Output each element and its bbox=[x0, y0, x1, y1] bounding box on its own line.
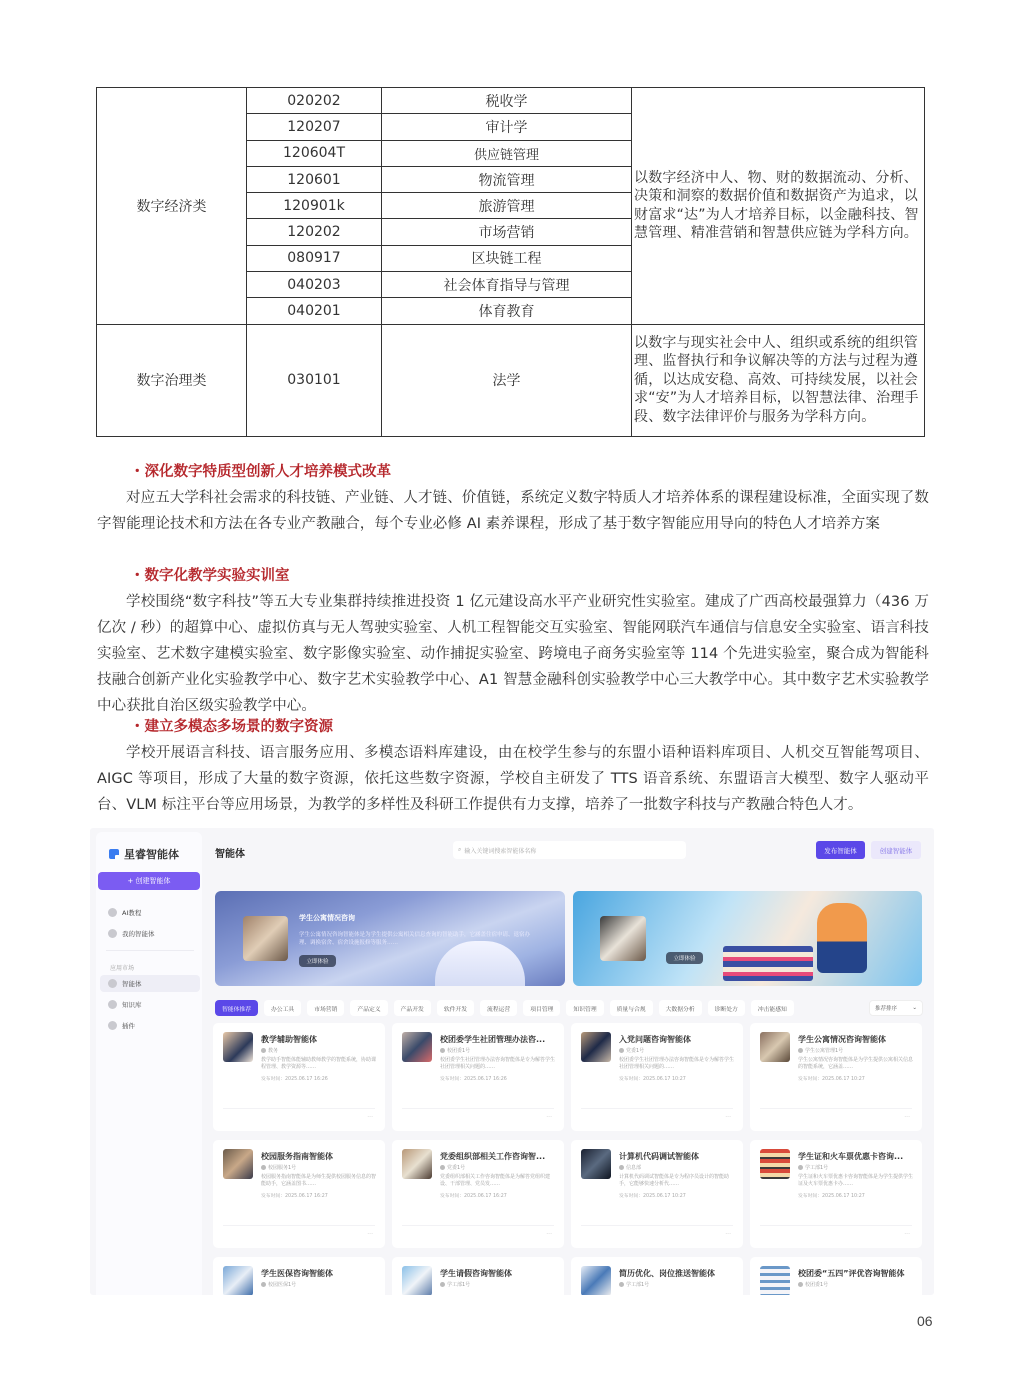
agent-card[interactable] bbox=[571, 1023, 743, 1131]
agent-publish-time: 发布时间：2025.06.17 16:27 bbox=[261, 1194, 328, 1199]
agent-thumbnail bbox=[402, 1149, 432, 1179]
agent-title: 校园服务指南智能体 bbox=[261, 1152, 333, 1161]
section-title: ・深化数字特质型创新人才培养模式改革 bbox=[130, 464, 391, 480]
agent-author: 党委1号 bbox=[619, 1047, 644, 1054]
major-name: 法学 bbox=[382, 324, 632, 436]
banner-dorm-consult[interactable] bbox=[215, 891, 565, 986]
agent-description: 党委组织部相关工作咨询智能体是为解答党组织建设、干部管理、党员发…… bbox=[440, 1174, 551, 1187]
major-code: 120207 bbox=[247, 114, 382, 140]
agent-thumbnail bbox=[223, 1266, 253, 1295]
chevron-down-icon: ⌄ bbox=[912, 1005, 917, 1011]
more-icon[interactable]: ··· bbox=[904, 1231, 910, 1238]
agent-author: 学生公寓管理1号 bbox=[798, 1047, 843, 1054]
agent-card[interactable] bbox=[213, 1140, 385, 1248]
agent-title: 计算机代码调试智能体 bbox=[619, 1152, 699, 1161]
agent-description: 学生公寓情况咨询智能体是为学生提供公寓相关信息的智能系统，它涵盖…… bbox=[798, 1057, 914, 1070]
major-name: 区块链工程 bbox=[382, 245, 632, 271]
agent-thumbnail bbox=[760, 1032, 790, 1062]
agent-publish-time: 发布时间：2025.06.17 16:27 bbox=[440, 1194, 507, 1199]
agent-author: 教务 bbox=[261, 1047, 278, 1054]
agent-card[interactable] bbox=[750, 1023, 922, 1131]
agent-publish-time: 发布时间：2025.06.17 16:26 bbox=[440, 1077, 507, 1082]
agent-thumbnail bbox=[760, 1149, 790, 1179]
tab-knowledge-management[interactable]: 知识管理 bbox=[566, 1000, 603, 1016]
banner-description: 学生公寓情况咨询智能体是为学生提供公寓相关信息查询的智能助手，它涵盖住宿申请、退宿办理、调换宿舍、宿舍设施报修等服务…… bbox=[299, 932, 531, 946]
section-body: 学校开展语言科技、语言服务应用、多模态语料库建设，由在校学生参与的东盟小语种语料库项目、人机交互智能驾项目、AIGC 等项目，形成了大量的数字资源，依托这些数字资源，学校自主研发了 TTS 语音系统、东盟语言大模型、数字人驱动平台、VLM 标注平台等应用场景，为教学的多样性及科研工作提供有力支撑，培养了一批数字科技与产教融合特色人才。 bbox=[97, 745, 929, 813]
more-icon[interactable]: ··· bbox=[904, 1114, 910, 1121]
agent-thumbnail bbox=[223, 1149, 253, 1179]
search-input[interactable] bbox=[453, 841, 686, 859]
agent-card[interactable] bbox=[392, 1023, 564, 1131]
tab-marketing[interactable]: 市场营销 bbox=[307, 1000, 344, 1016]
divider bbox=[402, 1108, 554, 1109]
agent-description: 教学助手智能体能辅助教师教学的智能系统，协助课程管理、教学资源等…… bbox=[261, 1057, 377, 1070]
major-code: 040201 bbox=[247, 298, 382, 324]
agent-thumbnail bbox=[223, 1032, 253, 1062]
major-code: 020202 bbox=[247, 88, 382, 114]
agent-card[interactable] bbox=[392, 1140, 564, 1248]
agent-thumbnail bbox=[402, 1032, 432, 1062]
tab-project-management[interactable]: 项目管理 bbox=[523, 1000, 560, 1016]
section-talent-model bbox=[97, 459, 929, 537]
sidebar-group-label: 应用市场 bbox=[110, 965, 135, 972]
sidebar-item-knowledge-base[interactable] bbox=[100, 996, 200, 1013]
agent-author: 校团委1号 bbox=[440, 1047, 470, 1054]
agent-card[interactable] bbox=[571, 1257, 743, 1295]
agent-title: 学生公寓情况咨询智能体 bbox=[798, 1035, 886, 1044]
agent-publish-time: 发布时间：2025.06.17 16:26 bbox=[261, 1077, 328, 1082]
agent-card[interactable] bbox=[213, 1257, 385, 1295]
more-icon[interactable]: ··· bbox=[367, 1231, 373, 1238]
section-title: ・建立多模态多场景的数字资源 bbox=[130, 719, 333, 735]
agent-publish-time: 发布时间：2025.06.17 10:27 bbox=[619, 1194, 686, 1199]
major-code: 120601 bbox=[247, 166, 382, 192]
agent-title: 学生证和火车票优惠卡咨询... bbox=[798, 1152, 904, 1161]
tab-process-operations[interactable]: 流程运营 bbox=[480, 1000, 517, 1016]
ai-tutorial-icon bbox=[108, 908, 117, 917]
major-code: 080917 bbox=[247, 245, 382, 271]
agent-author: 校园医保1号 bbox=[261, 1281, 296, 1288]
tab-recommended[interactable]: 智能体推荐 bbox=[215, 1000, 258, 1016]
snow-house-illustration bbox=[435, 941, 525, 986]
agent-platform-screenshot bbox=[90, 828, 934, 1295]
major-code: 030101 bbox=[247, 324, 382, 436]
search-placeholder: 输入关键词搜索智能体名称 bbox=[464, 847, 537, 855]
sidebar-item-plugins[interactable] bbox=[100, 1017, 200, 1034]
majors-table bbox=[96, 87, 925, 437]
sidebar-item-label: AI教程 bbox=[122, 909, 142, 917]
major-code: 040203 bbox=[247, 272, 382, 298]
major-name: 体育教育 bbox=[382, 298, 632, 324]
knowledge-base-icon bbox=[108, 1000, 117, 1009]
agent-publish-time: 发布时间：2025.06.17 10:27 bbox=[798, 1077, 865, 1082]
agent-thumbnail bbox=[402, 1266, 432, 1295]
agents-icon bbox=[108, 979, 117, 988]
agent-author: 学工部1号 bbox=[798, 1164, 828, 1171]
agent-title: 入党问题咨询智能体 bbox=[619, 1035, 691, 1044]
agent-publish-time: 发布时间：2025.06.17 10:27 bbox=[798, 1194, 865, 1199]
sort-select-value: 推荐排序 bbox=[875, 1006, 898, 1012]
logo-icon bbox=[109, 849, 119, 859]
more-icon[interactable]: ··· bbox=[725, 1231, 731, 1238]
tab-perception[interactable]: 冲击能感知 bbox=[751, 1000, 794, 1016]
banner-study[interactable] bbox=[573, 891, 922, 986]
agent-title: 学生医保咨询智能体 bbox=[261, 1269, 333, 1278]
agent-author: 党委1号 bbox=[440, 1164, 465, 1171]
agent-thumbnail bbox=[760, 1266, 790, 1295]
sidebar bbox=[96, 832, 202, 1295]
more-icon[interactable]: ··· bbox=[367, 1114, 373, 1121]
tab-product-development[interactable]: 产品开发 bbox=[394, 1000, 431, 1016]
books-illustration bbox=[723, 946, 813, 981]
banner-title: 学生公寓情况咨询 bbox=[299, 914, 355, 922]
tab-quality-compliance[interactable]: 质量与合规 bbox=[610, 1000, 653, 1016]
agent-title: 教学辅助智能体 bbox=[261, 1035, 317, 1044]
search-icon: ⌕ bbox=[458, 846, 462, 853]
section-title: ・数字化教学实验实训室 bbox=[130, 568, 290, 584]
tab-software-development[interactable]: 软件开发 bbox=[437, 1000, 474, 1016]
major-code: 120604T bbox=[247, 140, 382, 166]
major-code: 120202 bbox=[247, 219, 382, 245]
sidebar-item-ai-tutorial[interactable] bbox=[100, 904, 200, 921]
major-name: 旅游管理 bbox=[382, 193, 632, 219]
agent-card[interactable] bbox=[571, 1140, 743, 1248]
sidebar-item-label: 智能体 bbox=[122, 980, 142, 988]
more-icon[interactable]: ··· bbox=[546, 1231, 552, 1238]
more-icon[interactable]: ··· bbox=[725, 1114, 731, 1121]
sidebar-item-label: 知识库 bbox=[122, 1001, 142, 1009]
divider bbox=[581, 1225, 733, 1226]
agent-description: 校团委学生社团管理办法咨询智能体是专为解答学生社团管理相关问题的…… bbox=[619, 1057, 735, 1070]
tab-product-definition[interactable]: 产品定义 bbox=[350, 1000, 387, 1016]
agent-title: 校团委“五四”评优咨询智能体 bbox=[798, 1269, 905, 1278]
page-number: 06 bbox=[917, 1313, 933, 1329]
divider bbox=[760, 1225, 912, 1226]
tab-diagnosis[interactable]: 诊断处方 bbox=[708, 1000, 745, 1016]
agent-thumbnail bbox=[581, 1266, 611, 1295]
sidebar-item-my-agents[interactable] bbox=[100, 925, 200, 942]
agent-thumbnail bbox=[581, 1032, 611, 1062]
divider bbox=[223, 1225, 375, 1226]
divider bbox=[581, 1108, 733, 1109]
agent-description: 计算机代码调试智能体是专为程序员设计的智能助手，它能够快速分析代…… bbox=[619, 1174, 730, 1187]
agent-card[interactable] bbox=[392, 1257, 564, 1295]
agent-description: 学生证和火车票优惠卡咨询智能体是为学生提供学生证及火车票优惠卡办…… bbox=[798, 1174, 914, 1187]
section-body: 对应五大学科社会需求的科技链、产业链、人才链、价值链，系统定义数字特质人才培养体系的课程建设标准，全面实现了数字智能理论技术和方法在各专业产教融合，每个专业必修 AI 素养课程，形成了基于数字智能应用导向的特色人才培养方案 bbox=[97, 490, 929, 532]
section-digital-resources bbox=[97, 714, 929, 818]
major-name: 审计学 bbox=[382, 114, 632, 140]
banner-thumbnail bbox=[600, 916, 646, 961]
sort-select[interactable] bbox=[869, 1000, 923, 1016]
agent-author: 校园服务1号 bbox=[261, 1164, 296, 1171]
major-name: 物流管理 bbox=[382, 166, 632, 192]
app-logo bbox=[109, 846, 179, 862]
sidebar-item-agents[interactable] bbox=[100, 975, 200, 992]
tab-office-tools[interactable]: 办公工具 bbox=[264, 1000, 301, 1016]
agent-title: 党委组织部相关工作咨询智... bbox=[440, 1152, 546, 1161]
agent-title: 校团委学生社团管理办法咨... bbox=[440, 1035, 546, 1044]
category-cell: 数字治理类 bbox=[97, 324, 247, 436]
agent-card[interactable] bbox=[750, 1257, 922, 1295]
major-name: 社会体育指导与管理 bbox=[382, 272, 632, 298]
section-labs bbox=[97, 563, 929, 719]
major-name: 供应链管理 bbox=[382, 140, 632, 166]
plugins-icon bbox=[108, 1021, 117, 1030]
create-agent-sidebar-button[interactable]: + 创建智能体 bbox=[98, 872, 200, 890]
agent-author: 学工部1号 bbox=[440, 1281, 470, 1288]
divider bbox=[760, 1108, 912, 1109]
major-name: 税收学 bbox=[382, 88, 632, 114]
agent-card[interactable] bbox=[213, 1023, 385, 1131]
agent-card-grid bbox=[213, 1023, 923, 1295]
major-code: 120901k bbox=[247, 193, 382, 219]
agent-publish-time: 发布时间：2025.06.17 10:27 bbox=[619, 1077, 686, 1082]
sidebar-item-label: 插件 bbox=[122, 1022, 135, 1030]
page-title: 智能体 bbox=[215, 849, 245, 860]
divider bbox=[106, 950, 194, 951]
publish-agent-button[interactable]: 发布智能体 bbox=[816, 841, 865, 859]
agent-description: 校园服务指南智能体是为师生提供校园服务信息的智能助手，它涵盖图书…… bbox=[261, 1174, 377, 1187]
category-cell: 数字经济类 bbox=[97, 88, 247, 325]
sidebar-item-label: 我的智能体 bbox=[122, 930, 155, 938]
banner-thumbnail bbox=[243, 916, 288, 961]
try-now-button[interactable]: 立即体验 bbox=[666, 952, 703, 964]
category-tabs bbox=[215, 999, 923, 1017]
try-now-button[interactable]: 立即体验 bbox=[299, 955, 336, 967]
agent-author: 信息部 bbox=[619, 1164, 641, 1171]
my-agents-icon bbox=[108, 929, 117, 938]
divider bbox=[223, 1108, 375, 1109]
agent-author: 学工部1号 bbox=[619, 1281, 649, 1288]
create-agent-button[interactable]: 创建智能体 bbox=[871, 841, 921, 859]
more-icon[interactable]: ··· bbox=[546, 1114, 552, 1121]
agent-description: 校团委学生社团管理办法咨询智能体是专为解答学生社团管理相关问题的…… bbox=[440, 1057, 556, 1070]
agent-card[interactable] bbox=[750, 1140, 922, 1248]
agent-thumbnail bbox=[581, 1149, 611, 1179]
logo-text: 星睿智能体 bbox=[124, 848, 179, 861]
tab-big-data[interactable]: 大数据分析 bbox=[659, 1000, 702, 1016]
direction-description: 以数字与现实社会中人、组织或系统的组织管理、监督执行和争议解决等的方法与过程为遵循，以达成安稳、高效、可持续发展，以社会求“安”为人才培养目标，以智慧法律、治理手段、数字法律评价与服务为学科方向。 bbox=[632, 324, 925, 436]
section-body: 学校围绕“数字科技”等五大专业集群持续推进投资 1 亿元建设高水平产业研究性实验室。建成了广西高校最强算力（436 万亿次 / 秒）的超算中心、虚拟仿真与无人驾驶实验室、人机工程智能交互实验室、智能网联汽车通信与信息安全实验室、语言科技实验室、艺术数字建模实验室、数字影像实验室、动作捕捉实验室、跨境电子商务实验室等 114 个先进实验室，聚合成为智能科技融合创新产业化实验教学中心、数字艺术实验教学中心、A1 智慧金融科创实验教学中心三大教学中心。其中数字艺术实验教学中心获批自治区级实验教学中心。 bbox=[97, 594, 929, 714]
agent-title: 学生请假咨询智能体 bbox=[440, 1269, 512, 1278]
agent-title: 简历优化、岗位推送智能体 bbox=[619, 1269, 715, 1278]
direction-description: 以数字经济中人、物、财的数据流动、分析、决策和洞察的数据价值和数据资产为追求，以财富求“达”为人才培养目标，以金融科技、智慧管理、精准营销和智慧供应链为学科方向。 bbox=[632, 88, 925, 325]
agent-author: 校团委1号 bbox=[798, 1281, 828, 1288]
major-name: 市场营销 bbox=[382, 219, 632, 245]
student-illustration bbox=[817, 903, 867, 973]
divider bbox=[402, 1225, 554, 1226]
